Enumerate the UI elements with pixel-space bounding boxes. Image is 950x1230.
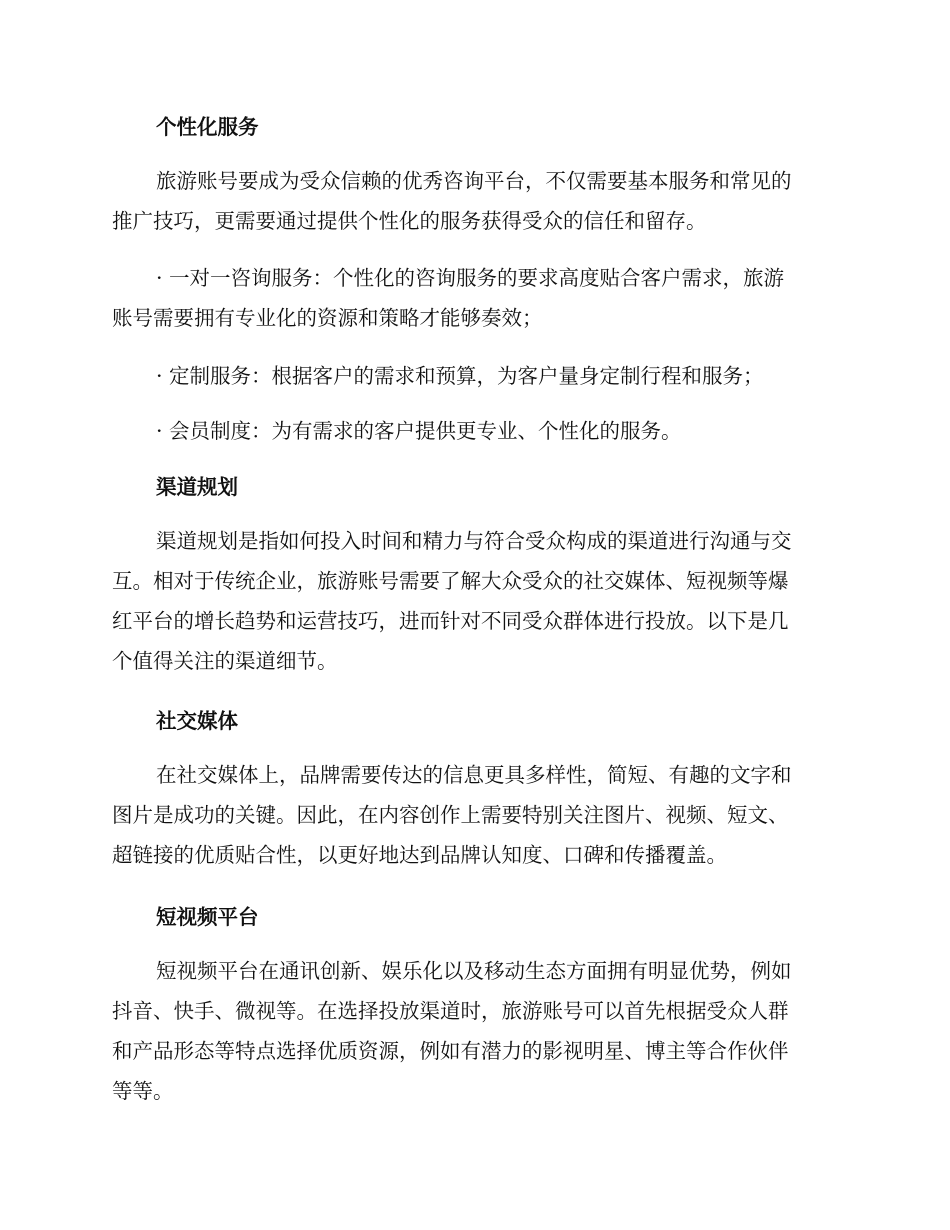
text-line: 推广技巧，更需要通过提供个性化的服务获得受众的信任和留存。 xyxy=(112,209,707,233)
text-line: 账号需要拥有专业化的资源和策略才能够奏效； xyxy=(112,306,543,330)
section-heading-channel-planning: 渠道规划 xyxy=(156,475,238,499)
section-heading-short-video: 短视频平台 xyxy=(156,905,259,929)
paragraph-channel-planning xyxy=(112,521,838,681)
bullet-membership xyxy=(156,411,838,451)
section-heading-social-media: 社交媒体 xyxy=(156,709,238,733)
paragraph-short-video xyxy=(112,951,838,1111)
text-line: · 一对一咨询服务：个性化的咨询服务的要求高度贴合客户需求，旅游 xyxy=(156,266,785,290)
bullet-customized-service xyxy=(156,356,838,396)
text-line: 等等。 xyxy=(112,1079,174,1103)
text-line: 互。相对于传统企业，旅游账号需要了解大众受众的社交媒体、短视频等爆 xyxy=(112,569,789,593)
text-line: 短视频平台在通讯创新、娱乐化以及移动生态方面拥有明显优势，例如 xyxy=(156,959,792,983)
section-heading-personalized-service: 个性化服务 xyxy=(156,115,259,139)
paragraph-personalized-intro xyxy=(112,161,838,241)
text-line: 在社交媒体上，品牌需要传达的信息更具多样性，简短、有趣的文字和 xyxy=(156,763,792,787)
text-line: · 定制服务：根据客户的需求和预算，为客户量身定制行程和服务； xyxy=(156,364,764,388)
text-line: 红平台的增长趋势和运营技巧，进而针对不同受众群体进行投放。以下是几 xyxy=(112,609,789,633)
text-line: · 会员制度：为有需求的客户提供更专业、个性化的服务。 xyxy=(156,419,682,443)
paragraph-social-media xyxy=(112,755,838,875)
bullet-one-on-one xyxy=(156,258,838,298)
text-line: 图片是成功的关键。因此，在内容创作上需要特别关注图片、视频、短文、 xyxy=(112,803,789,827)
text-line: 旅游账号要成为受众信赖的优秀咨询平台，不仅需要基本服务和常见的 xyxy=(156,169,792,193)
text-line: 个值得关注的渠道细节。 xyxy=(112,649,338,673)
text-line: 抖音、快手、微视等。在选择投放渠道时，旅游账号可以首先根据受众人群 xyxy=(112,999,789,1023)
text-line: 渠道规划是指如何投入时间和精力与符合受众构成的渠道进行沟通与交 xyxy=(156,529,792,553)
bullet-one-on-one-continued xyxy=(112,298,838,338)
text-line: 和产品形态等特点选择优质资源，例如有潜力的影视明星、博主等合作伙伴 xyxy=(112,1039,789,1063)
text-line: 超链接的优质贴合性，以更好地达到品牌认知度、口碑和传播覆盖。 xyxy=(112,843,727,867)
